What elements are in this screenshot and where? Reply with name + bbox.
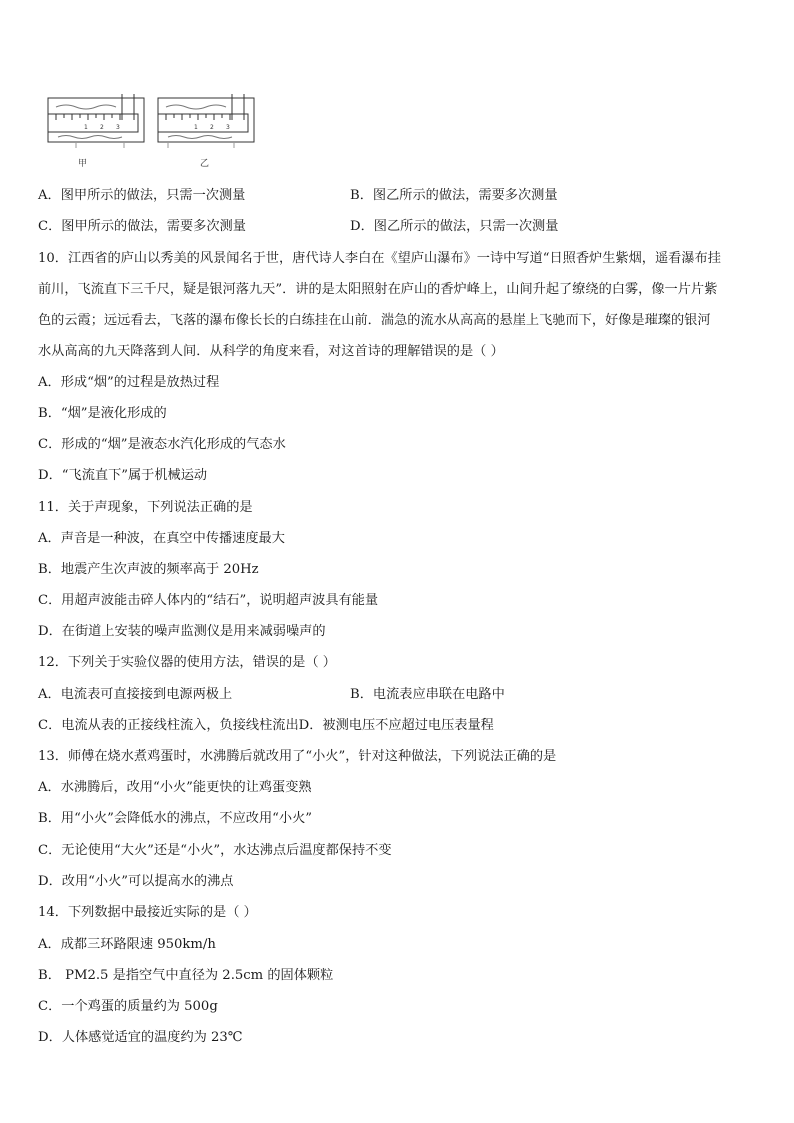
q9-option-a[interactable]: A．图甲所示的做法，只需一次测量 — [38, 188, 246, 203]
q13-option-d[interactable]: D．改用“小火”可以提高水的沸点 — [38, 874, 234, 889]
q14-option-c[interactable]: C．一个鸡蛋的质量约为 500g — [38, 999, 218, 1014]
q12-option-a[interactable]: A．电流表可直接接到电源两极上 — [38, 687, 233, 702]
figure-label-yi: 乙 — [200, 159, 210, 169]
q9-row-cd — [38, 219, 768, 235]
q12-row-cd — [38, 718, 768, 734]
q11-option-a[interactable]: A．声音是一种波，在真空中传播速度最大 — [38, 531, 285, 546]
q9-option-d[interactable]: D．图乙所示的做法，只需一次测量 — [350, 219, 559, 234]
figure-right — [158, 94, 254, 148]
ruler-number-left-1: 1 — [84, 124, 88, 131]
q13-option-b[interactable]: B．用“小火”会降低水的沸点，不应改用“小火” — [38, 811, 313, 826]
q10-option-a[interactable]: A．形成“烟”的过程是放热过程 — [38, 375, 220, 390]
q14-option-a[interactable]: A．成都三环路限速 950km/h — [38, 937, 216, 952]
ruler-number-left-3: 3 — [116, 124, 120, 131]
q14-option-b[interactable]: B． PM2.5 是指空气中直径为 2.5cm 的固体颗粒 — [38, 968, 334, 983]
ruler-number-right-3: 3 — [226, 124, 230, 131]
q11-stem: 11．关于声现象，下列说法正确的是 — [38, 500, 253, 515]
ruler-number-right-2: 2 — [210, 124, 214, 131]
q10-stem-line-1: 10．江西省的庐山以秀美的风景闻名于世，唐代诗人李白在《望庐山瀑布》一诗中写道“日照香炉生紫烟，遥看瀑布挂 — [38, 251, 721, 266]
q11-option-d[interactable]: D．在街道上安装的噪声监测仪是用来减弱噪声的 — [38, 624, 326, 639]
q10-stem-line-3: 色的云霞；远远看去，飞落的瀑布像长长的白练挂在山前．湍急的流水从高高的悬崖上飞驰而下，好像是璀璨的银河 — [38, 313, 711, 328]
q11-option-c[interactable]: C．用超声波能击碎人体内的“结石”，说明超声波具有能量 — [38, 593, 379, 608]
ruler-number-right-1: 1 — [194, 124, 198, 131]
q13-stem: 13．师傅在烧水煮鸡蛋时，水沸腾后就改用了“小火”，针对这种做法，下列说法正确的是 — [38, 749, 557, 764]
q10-stem-line-2: 前川，飞流直下三千尺，疑是银河落九天”．讲的是太阳照射在庐山的香炉峰上，山间升起了缭绕的白雾，像一片片紫 — [38, 282, 718, 297]
q12-row-ab — [38, 687, 768, 703]
q12-stem: 12．下列关于实验仪器的使用方法，错误的是（ ） — [38, 655, 336, 670]
q10-option-b[interactable]: B．“烟”是液化形成的 — [38, 406, 167, 421]
q13-option-c[interactable]: C．无论使用“大火”还是“小火”，水达沸点后温度都保持不变 — [38, 843, 392, 858]
ruler-number-left-2: 2 — [100, 124, 104, 131]
q10-stem-line-4: 水从高高的九天降落到人间．从科学的角度来看，对这首诗的理解错误的是（ ） — [38, 344, 504, 359]
q12-option-c[interactable]: C．电流从表的正接线柱流入，负接线柱流出 — [38, 718, 299, 733]
figure-label-jia: 甲 — [78, 159, 88, 169]
q10-option-d[interactable]: D．“飞流直下”属于机械运动 — [38, 468, 208, 483]
q9-row-ab — [38, 188, 768, 204]
q13-option-a[interactable]: A．水沸腾后，改用“小火”能更快的让鸡蛋变熟 — [38, 780, 312, 795]
q11-option-b[interactable]: B．地震产生次声波的频率高于 20Hz — [38, 562, 259, 577]
figure-left — [48, 94, 144, 148]
ruler-figure — [44, 92, 264, 174]
q10-option-c[interactable]: C．形成的“烟”是液态水汽化形成的气态水 — [38, 437, 286, 452]
q9-option-c[interactable]: C．图甲所示的做法，需要多次测量 — [38, 219, 246, 234]
q14-option-d[interactable]: D．人体感觉适宜的温度约为 23℃ — [38, 1030, 243, 1045]
q12-option-d[interactable]: D．被测电压不应超过电压表量程 — [298, 718, 494, 733]
q9-option-b[interactable]: B．图乙所示的做法，需要多次测量 — [350, 188, 558, 203]
q12-option-b[interactable]: B．电流表应串联在电路中 — [350, 687, 505, 702]
q14-stem: 14．下列数据中最接近实际的是（ ） — [38, 905, 257, 920]
